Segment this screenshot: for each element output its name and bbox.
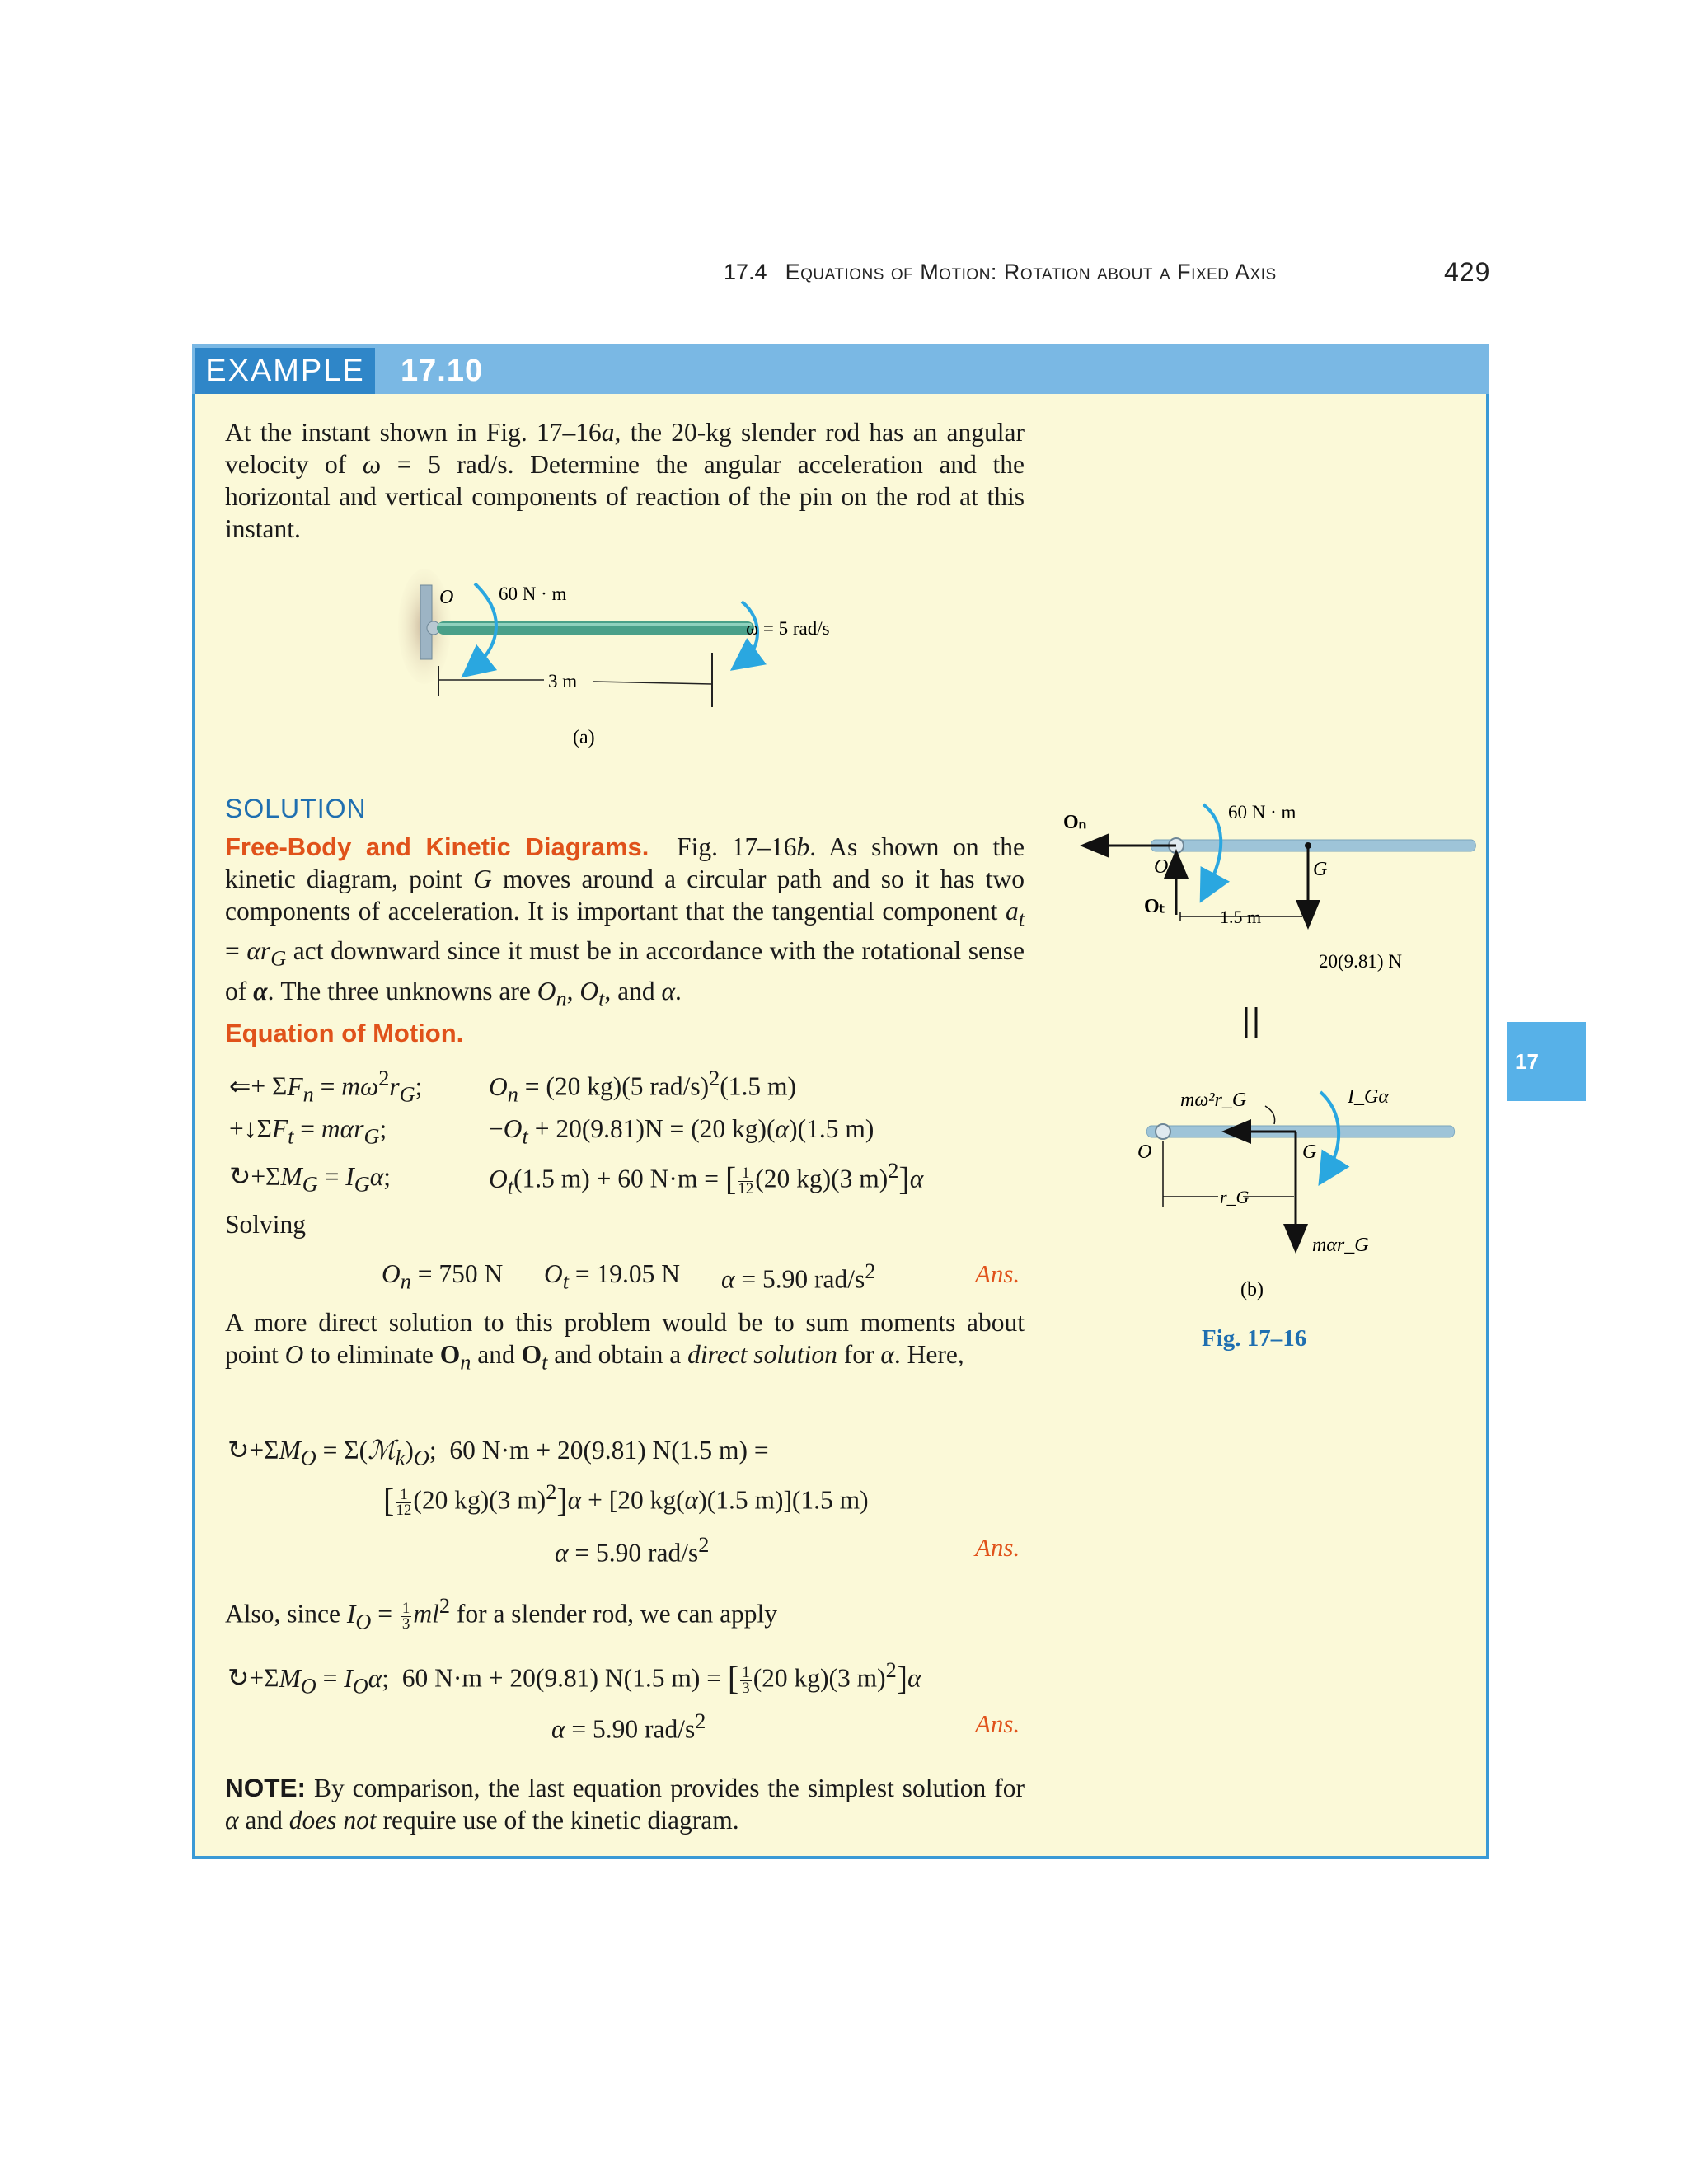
solving-label: Solving	[225, 1210, 307, 1239]
fbd-rod	[1151, 840, 1475, 851]
problem-statement: At the instant shown in Fig. 17–16a, the 20-kg slender rod has an angular velocity of ω = 5 rad/s. Determine the angular acceleration and the horizontal and vertical components of reaction of the pin on the rod at this instant.	[225, 418, 1025, 543]
eq-direct-3: α = 5.90 rad/$s^2$	[555, 1533, 710, 1568]
note-label: NOTE:	[225, 1773, 306, 1802]
label-moment-fbd: 60 N · m	[1228, 802, 1296, 823]
result-alpha: α = 5.90 rad/$s^2$	[721, 1259, 876, 1294]
also-text: Also, since $I_O$ = $\frac{1}{3}$ $ml^2$ for a slender rod, we can apply	[225, 1594, 778, 1633]
eq3-left: $↻+\Sigma M_G = I_G\alpha$;	[229, 1162, 392, 1197]
fbd-paragraph: Free-Body and Kinetic Diagrams. Fig. 17–16b. As shown on the kinetic diagram, point G moves around a circular path and so it has two components of acceleration. It is important that the tangential component $a_t = \alpha r_G$ act downward since it must be in accordance with the rotational sense of α. The three unknowns are $O_n$, $O_t$, and α.	[225, 832, 1025, 1010]
eq-also-1: $↻+\Sigma M_O = I_O\alpha$; 60 N·m + 20(9.81) N(1.5 m) = [ $\frac{1}{3}$ (20 kg)(3 m)$^2$]α	[227, 1658, 921, 1698]
label-mw2rG: mω²r_G	[1180, 1090, 1247, 1111]
label-IGa: I_Gα	[1348, 1086, 1389, 1108]
label-G-kd: G	[1302, 1141, 1317, 1163]
result-Ot: $O_t = 19.05$ N	[544, 1259, 681, 1294]
eq1-right: $O_n = (20$ kg)(5 rad/s)$^2$(1.5 m)	[489, 1066, 796, 1106]
section-number: 17.4	[724, 260, 767, 284]
ans-1: Ans.	[975, 1259, 1020, 1288]
caption-a: (a)	[573, 727, 595, 748]
running-header	[724, 260, 1277, 285]
label-Ot: Oₜ	[1144, 896, 1165, 917]
label-rG: r_G	[1220, 1187, 1250, 1207]
note-paragraph: NOTE: By comparison, the last equation provides the simplest solution for α and does not require use of the kinetic diagram.	[225, 1773, 1025, 1835]
ans-2: Ans.	[975, 1533, 1020, 1562]
eq-also-2: α = 5.90 rad/$s^2$	[551, 1709, 706, 1744]
label-moment: 60 N · m	[499, 583, 567, 604]
section-title: Equations of Motion: Rotation about a Fixed Axis	[785, 260, 1277, 284]
eq3-right: $O_t(1.5$ m) + 60 N·m = [ $\frac{1}{12}$ (20 kg)(3 m)$^2$]α	[489, 1159, 924, 1198]
caption-b: (b)	[1240, 1279, 1264, 1301]
eq1-left: ⇐+ $\Sigma F_n = m\omega^2r_G$;	[229, 1066, 423, 1106]
figure-caption: Fig. 17–16	[1202, 1325, 1307, 1352]
direct-paragraph: A more direct solution to this problem would be to sum moments about point O to eliminate $O_n$ and $O_t$ and obtain a direct solution for α. Here,	[225, 1308, 1025, 1375]
ans-3: Ans.	[975, 1709, 1020, 1738]
page-number: 429	[1444, 257, 1491, 287]
label-length: 3 m	[548, 671, 578, 691]
kd-rod	[1146, 1126, 1455, 1137]
label-weight: 20(9.81) N	[1319, 951, 1402, 972]
label-O-fbd: O	[1154, 856, 1169, 878]
figure-b	[1055, 791, 1484, 1319]
fbd-heading: Free-Body and Kinetic Diagrams.	[225, 832, 649, 861]
label-dist: 1.5 m	[1220, 907, 1262, 927]
example-number: 17.10	[401, 354, 484, 388]
label-marG: mαr_G	[1312, 1235, 1369, 1256]
example-banner	[192, 344, 1489, 394]
eq2-right: $-O_t + 20(9.81)N = (20$ kg)(α)(1.5 m)	[489, 1114, 874, 1149]
eq-direct-1: $↻+\Sigma M_O$ = $\Sigma(ℳ_k)_O$; 60 N·m + 20(9.81) N(1.5 m) =	[227, 1436, 769, 1470]
example-label: EXAMPLE	[195, 348, 375, 394]
kd-pin	[1156, 1124, 1170, 1139]
result-On: $O_n = 750$ N	[382, 1259, 504, 1294]
label-O: O	[439, 587, 454, 608]
label-omega: ω = 5 rad/s	[746, 618, 830, 639]
eq-direct-2: [ $\frac{1}{12}$ (20 kg)(3 m)$^2$]α + [20 kg(α)(1.5 m)](1.5 m)	[383, 1480, 869, 1519]
label-On: Oₙ	[1063, 812, 1087, 833]
label-G-fbd: G	[1313, 859, 1328, 880]
eq2-left: $+↓\Sigma F_t = m\alpha r_G$;	[229, 1114, 387, 1149]
label-O-kd: O	[1137, 1141, 1152, 1163]
chapter-tab: 17	[1507, 1022, 1586, 1101]
eom-heading: Equation of Motion.	[225, 1019, 464, 1047]
solution-heading: SOLUTION	[225, 794, 367, 823]
figure-a	[396, 569, 890, 758]
